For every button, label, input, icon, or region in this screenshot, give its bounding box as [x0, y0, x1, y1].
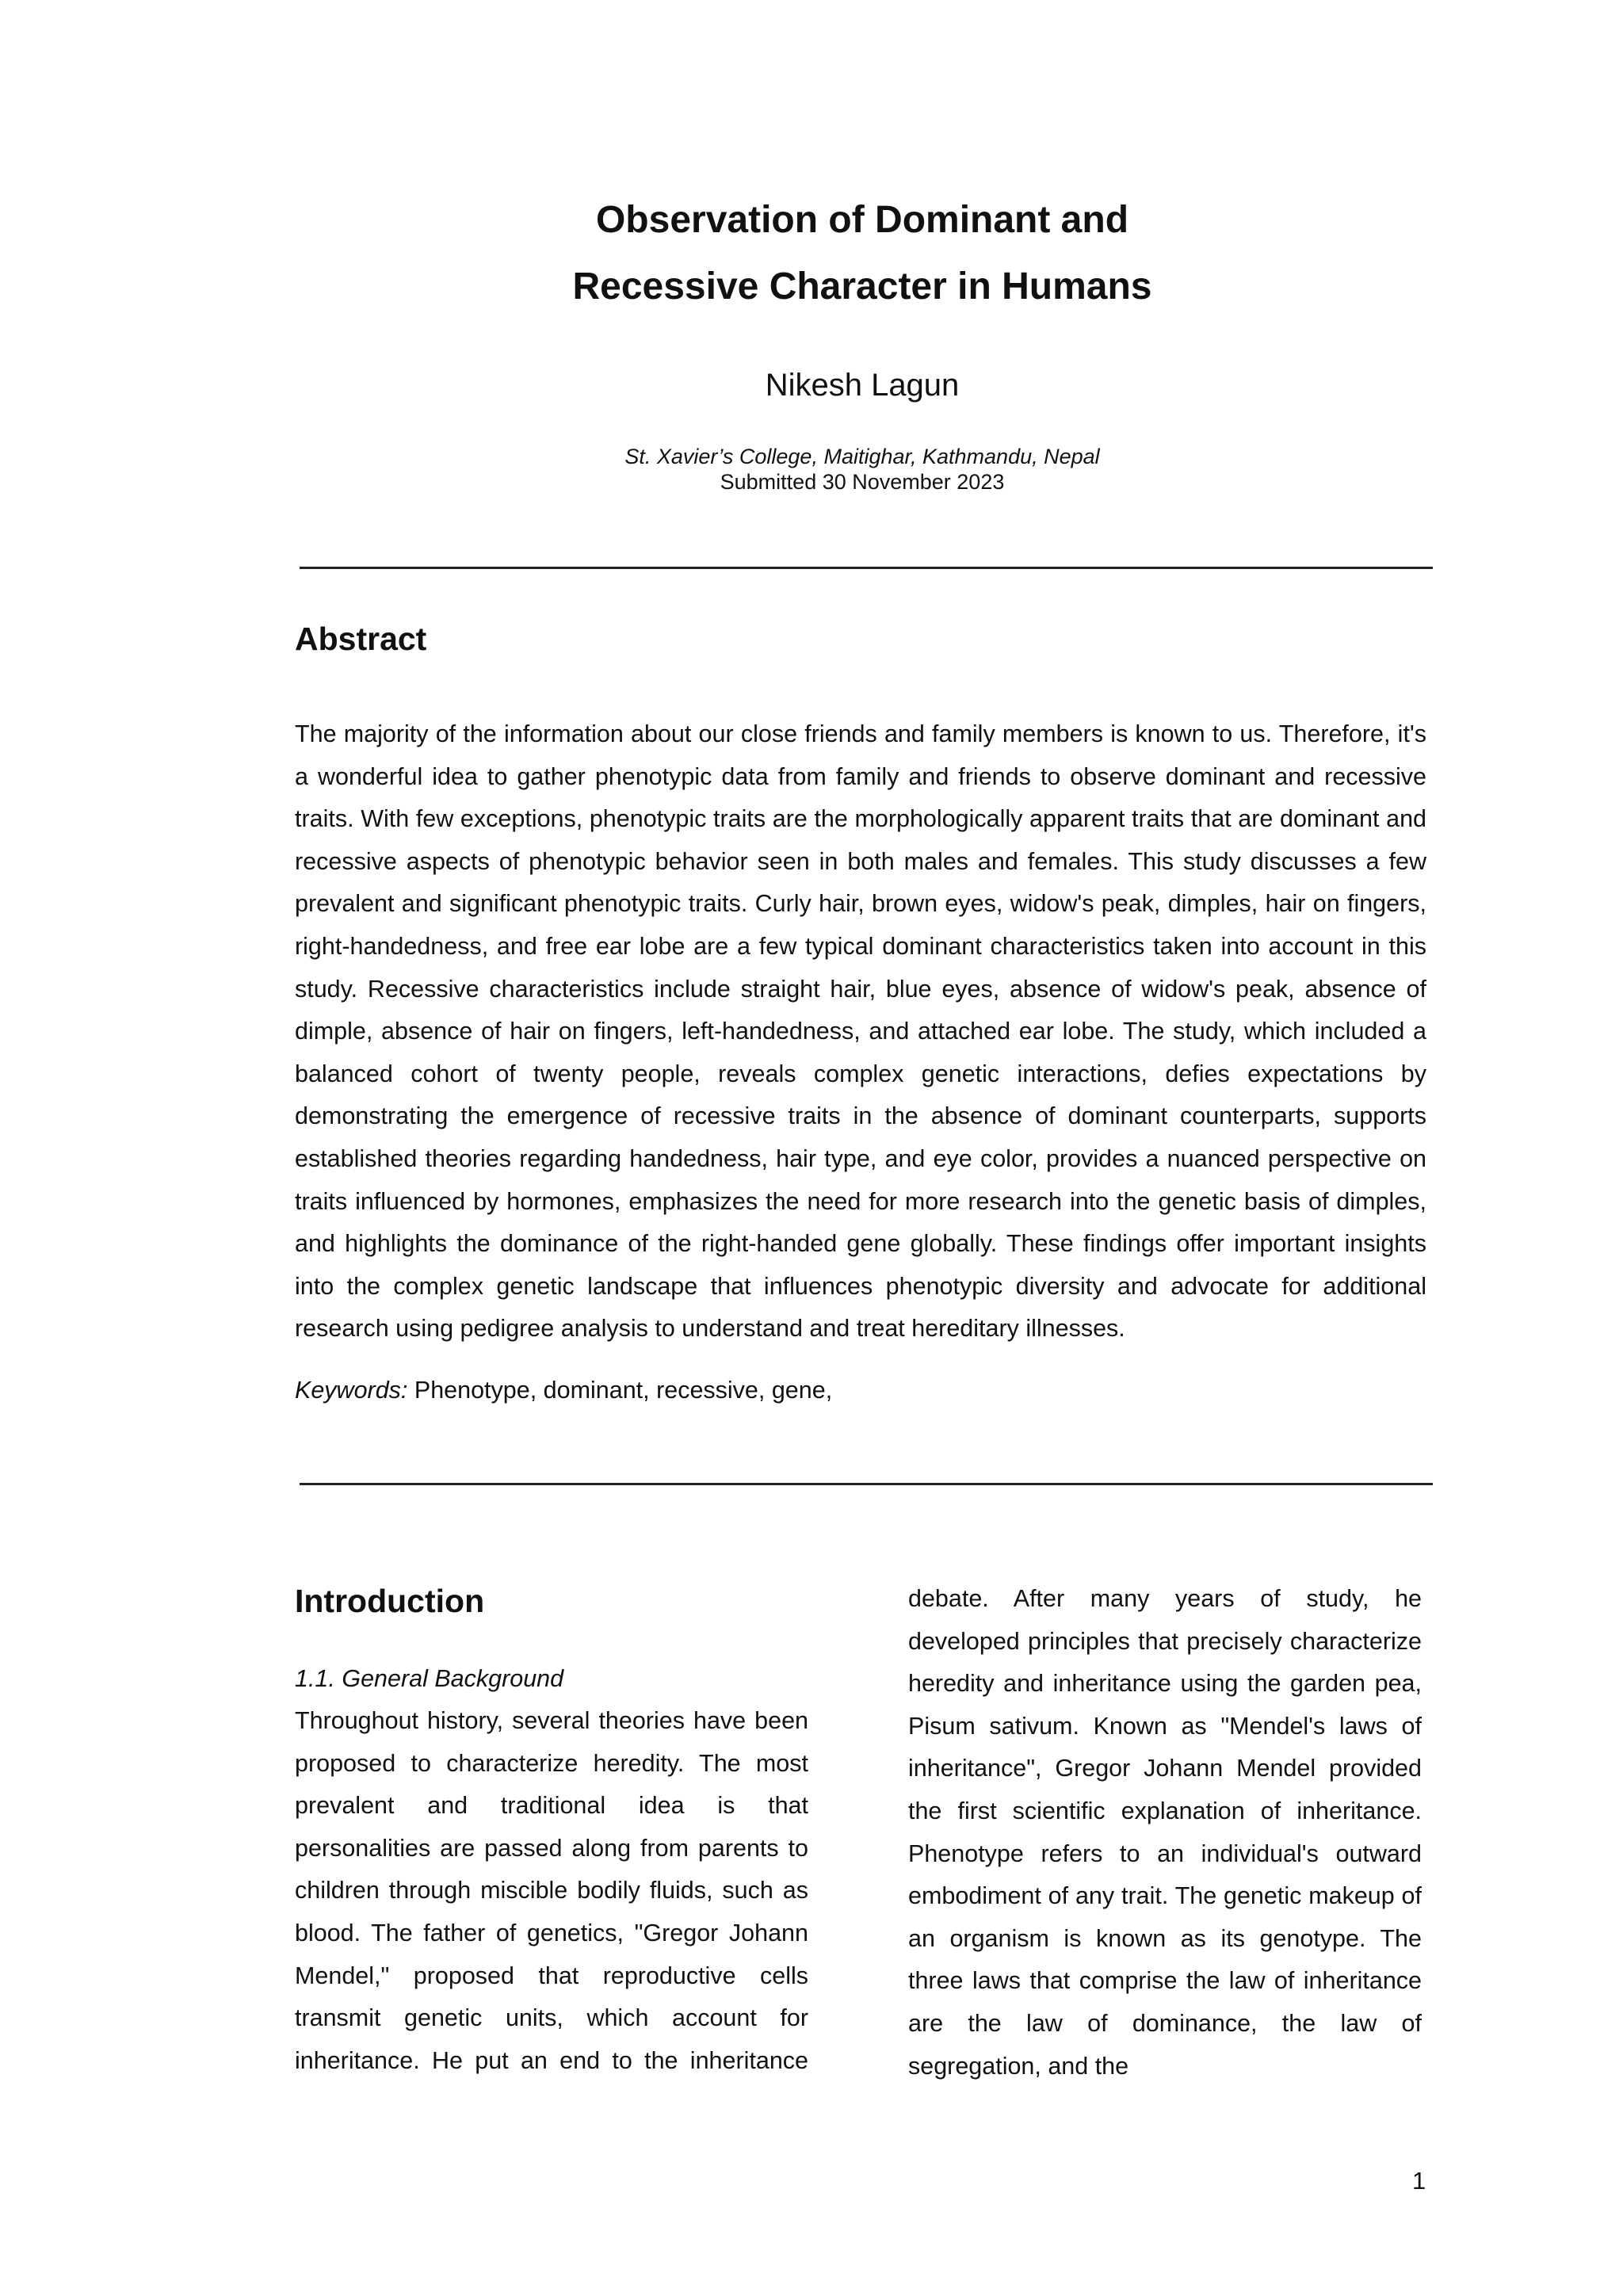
keywords — [295, 1370, 1426, 1412]
introduction-heading: Introduction — [295, 1583, 485, 1619]
abstract-heading: Abstract — [295, 621, 427, 657]
author-name: Nikesh Lagun — [765, 368, 960, 403]
title-line-2: Recessive Character in Humans — [572, 266, 1152, 308]
section-subheading: 1.1. General Background — [295, 1665, 564, 1692]
keywords-value: Phenotype, dominant, recessive, gene, — [407, 1377, 833, 1404]
introduction-left-column: Throughout history, several theories have been proposed to characterize heredity. The most prevalent and traditional idea is that personalities are passed along from parents to children through miscible bodily fluids, such as blood. The father of genetics, "Gregor Johann Mendel," proposed that reproductive cells transmit genetic units, which account for inheritance. He put an end to the inheritance — [295, 1707, 808, 2074]
introduction-right-column: debate. After many years of study, he developed principles that precisely characterize heredity and inheritance using the garden pea, Pisum sativum. Known as "Mendel's laws of inheritance", Gregor Johann Mendel provided the first scientific explanation of inheritance. Phenotype refers to an individual's outward embodiment of any trait. The genetic makeup of an organism is known as its genotype. The three laws that comprise the law of inheritance are the law of dominance, the law of segregation, and the — [908, 1585, 1422, 2080]
title-line-1: Observation of Dominant and — [595, 199, 1129, 241]
bottom-divider — [300, 1483, 1433, 1485]
keywords-label: Keywords: — [295, 1377, 408, 1404]
top-divider — [300, 567, 1433, 569]
abstract-body: The majority of the information about our close friends and family members is known to us. Therefore, it's a wonderful idea to gather phenotypic data from family and friends to observe dominant and recessive traits. With few exceptions, phenotypic traits are the morphologically apparent traits that are dominant and recessive aspects of phenotypic behavior seen in both males and females. This study discusses a few prevalent and significant phenotypic traits. Curly hair, brown eyes, widow's peak, dimples, hair on fingers, right-handedness, and free ear lobe are a few typical dominant characteristics taken into account in this study. Recessive characteristics include straight hair, blue eyes, absence of widow's peak, absence of dimple, absence of hair on fingers, left-handedness, and attached ear lobe. The study, which included a balanced cohort of twenty people, reveals complex genetic interactions, defies expectations by demonstrating the emergence of recessive traits in the absence of dominant counterparts, supports established theories regarding handedness, hair type, and eye color, provides a nuanced perspective on traits influenced by hormones, emphasizes the need for more research into the genetic basis of dimples, and highlights the dominance of the right-handed gene globally. These findings offer important insights into the complex genetic landscape that influences phenotypic diversity and advocate for additional research using pedigree analysis to understand and treat hereditary illnesses. — [295, 720, 1426, 1343]
paper-title — [0, 187, 1623, 320]
page-number: 1 — [1412, 2167, 1426, 2195]
author-affiliation: St. Xavier’s College, Maitighar, Kathmandu, Nepal — [624, 445, 1100, 468]
submission-date: Submitted 30 November 2023 — [720, 470, 1005, 494]
